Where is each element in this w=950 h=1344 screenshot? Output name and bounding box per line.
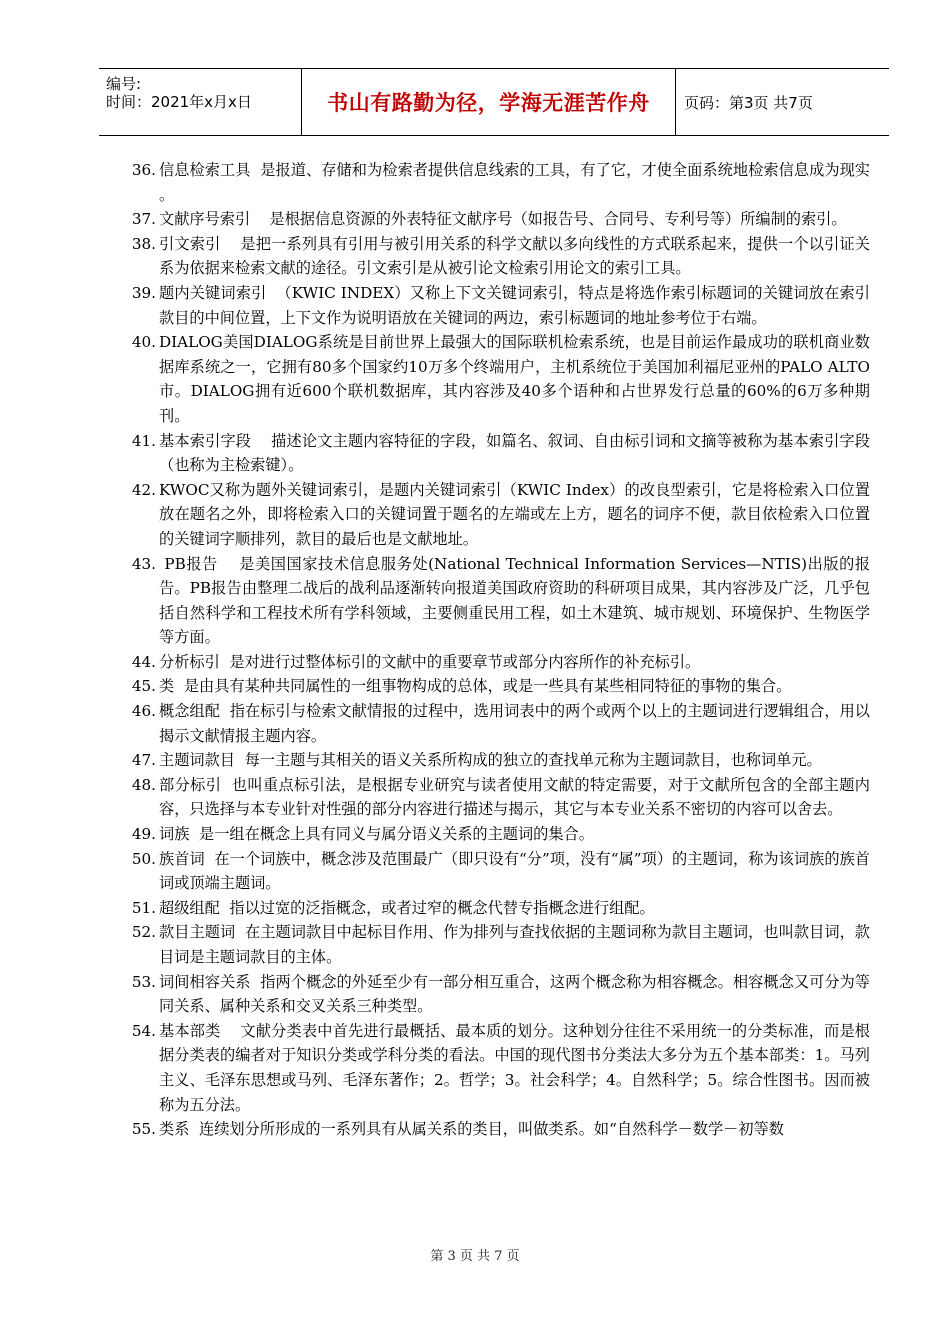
doc-number-label: 编号: bbox=[106, 75, 142, 93]
doc-time-label: 时间：2021年x月x日 bbox=[106, 93, 252, 111]
item-text: KWOC又称为题外关键词索引，是题内关键词索引（KWIC Index）的改良型索引，它是将检索入口位置放在题名之外，即将检索入口的关键词置于题名的左端或左上方，题名的词序不便，款目依检索入口位置的关键词字顺排列，款目的最后也是文献地址。 bbox=[159, 480, 870, 548]
item-text: 主题词款目 每一主题与其相关的语义关系所构成的独立的查找单元称为主题词款目，也称词单元。 bbox=[159, 751, 822, 770]
item-number: 55. bbox=[131, 1120, 156, 1139]
item-number: 49. bbox=[131, 825, 156, 844]
header-page-cell bbox=[676, 69, 889, 135]
page-header bbox=[99, 68, 889, 136]
header-motto: 书山有路勤为径，学海无涯苦作舟 bbox=[327, 91, 650, 115]
header-motto-cell bbox=[302, 69, 676, 135]
item-number: 50. bbox=[131, 849, 156, 868]
item-text: 基本部类 文献分类表中首先进行最概括、最本质的划分。这种划分往往不采用统一的分类标准，而是根据分类表的编者对于知识分类或学科分类的看法。中国的现代图书分类法大多分为五个基本部类：1。马列主义、毛泽东思想或马列、毛泽东著作；2。哲学；3。社会科学；4。自然科学；5。综合性图书。因而被称为五分法。 bbox=[159, 1021, 870, 1114]
definition-list bbox=[118, 158, 880, 1142]
item-number: 52. bbox=[131, 923, 156, 942]
item-number: 53. bbox=[131, 972, 156, 991]
list-item bbox=[118, 773, 870, 822]
item-text: 基本索引字段 描述论文主题内容特征的字段，如篇名、叙词、自由标引词和文摘等被称为基本索引字段（也称为主检索键）。 bbox=[159, 431, 870, 475]
item-text: 词间相容关系 指两个概念的外延至少有一部分相互重合，这两个概念称为相容概念。相容概念又可分为等同关系、属种关系和交叉关系三种类型。 bbox=[159, 972, 870, 1016]
item-number: 47. bbox=[131, 751, 156, 770]
list-item bbox=[118, 281, 870, 330]
list-item bbox=[118, 896, 870, 921]
item-text: DIALOG美国DIALOG系统是目前世界上最强大的国际联机检索系统，也是目前运作最成功的联机商业数据库系统之一，它拥有80多个国家约10万多个终端用户，主机系统位于美国加利福尼亚州的PALO ALTO市。DIALOG拥有近600个联机数据库，其内容涉及40多个语种和占世界发行总量的60%的6万多种期刊。 bbox=[159, 333, 870, 425]
list-item bbox=[118, 429, 870, 478]
list-item bbox=[118, 1117, 870, 1142]
item-text: 文献序号索引 是根据信息资源的外表特征文献序号（如报告号、合同号、专利号等）所编制的索引。 bbox=[159, 210, 847, 229]
list-item bbox=[118, 748, 870, 773]
list-item bbox=[118, 207, 870, 232]
list-item bbox=[118, 232, 870, 281]
item-number: 39. bbox=[131, 283, 156, 302]
item-text: 引文索引 是把一系列具有引用与被引用关系的科学文献以多向线性的方式联系起来，提供一个以引证关系为依据来检索文献的途径。引文索引是从被引论文检索引用论文的索引工具。 bbox=[159, 234, 870, 278]
item-number: 37. bbox=[131, 210, 156, 229]
item-number: 54. bbox=[131, 1021, 156, 1040]
item-text: 族首词 在一个词族中，概念涉及范围最广（即只设有“分”项，没有“属”项）的主题词，称为该词族的族首词或顶端主题词。 bbox=[159, 849, 870, 893]
item-number: 41. bbox=[131, 431, 156, 450]
item-number: 36. bbox=[131, 161, 156, 179]
item-text: 词族 是一组在概念上具有同义与属分语义关系的主题词的集合。 bbox=[159, 825, 594, 844]
list-item bbox=[118, 970, 870, 1019]
item-text: 分析标引 是对进行过整体标引的文献中的重要章节或部分内容所作的补充标引。 bbox=[159, 652, 701, 671]
item-text: 类系 连续划分所形成的一系列具有从属关系的类目，叫做类系。如“自然科学－数学－初等数 bbox=[159, 1120, 784, 1139]
item-text: 款目主题词 在主题词款目中起标目作用、作为排列与查找依据的主题词称为款目主题词，也叫款目词，款目词是主题词款目的主体。 bbox=[159, 923, 870, 966]
item-text: 部分标引 也叫重点标引法，是根据专业研究与读者使用文献的特定需要，对于文献所包含的全部主题内容，只选择与本专业针对性强的部分内容进行描述与揭示，其它与本专业关系不密切的内容可以舍去。 bbox=[159, 775, 870, 819]
item-text: 题内关键词索引 （KWIC INDEX）又称上下文关键词索引，特点是将选作索引标题词的关键词放在索引款目的中间位置，上下文作为说明语放在关键词的两边，索引标题词的地址参考位于右端。 bbox=[159, 283, 870, 327]
item-number: 51. bbox=[131, 898, 156, 917]
header-meta-cell bbox=[99, 69, 302, 135]
list-item bbox=[118, 330, 870, 428]
list-item bbox=[118, 822, 870, 847]
item-text: 信息检索工具 是报道、存储和为检索者提供信息线索的工具，有了它，才使全面系统地检索信息成为现实 。 bbox=[159, 161, 880, 204]
list-item bbox=[118, 158, 880, 207]
item-text: PB报告 是美国国家技术信息服务处(National Technical Information Services—NTIS)出版的报告。PB报告由整理二战后的战利品逐渐转向报道美国政府资助的科研项目成果，其内容涉及广泛，几乎包括自然科学和工程技术所有学科领域，主要侧重民用工程，如土木建筑、城市规划、环境保护、生物医学等方面。 bbox=[159, 554, 871, 647]
item-number: 38. bbox=[131, 234, 156, 253]
item-number: 44. bbox=[131, 652, 156, 671]
item-number: 40. bbox=[131, 333, 156, 352]
item-text: 超级组配 指以过宽的泛指概念，或者过窄的概念代替专指概念进行组配。 bbox=[159, 898, 655, 917]
item-text: 概念组配 指在标引与检索文献情报的过程中，选用词表中的两个或两个以上的主题词进行逻辑组合，用以揭示文献情报主题内容。 bbox=[159, 702, 870, 745]
item-number: 43. bbox=[131, 554, 156, 573]
list-item bbox=[118, 478, 870, 552]
item-text: 类 是由具有某种共同属性的一组事物构成的总体，或是一些具有某些相同特征的事物的集合。 bbox=[159, 677, 792, 696]
item-number: 48. bbox=[131, 775, 156, 794]
list-item bbox=[118, 920, 870, 969]
list-item bbox=[118, 650, 870, 675]
list-item bbox=[118, 699, 870, 748]
list-item bbox=[118, 1019, 870, 1117]
item-number: 42. bbox=[131, 480, 156, 499]
list-item bbox=[118, 847, 870, 896]
item-number: 45. bbox=[131, 677, 156, 696]
page-footer: 第 3 页 共 7 页 bbox=[430, 1249, 520, 1264]
header-page-label: 页码：第3页 共7页 bbox=[684, 93, 813, 112]
item-number: 46. bbox=[131, 702, 156, 721]
list-item bbox=[118, 674, 870, 699]
list-item bbox=[118, 552, 870, 650]
